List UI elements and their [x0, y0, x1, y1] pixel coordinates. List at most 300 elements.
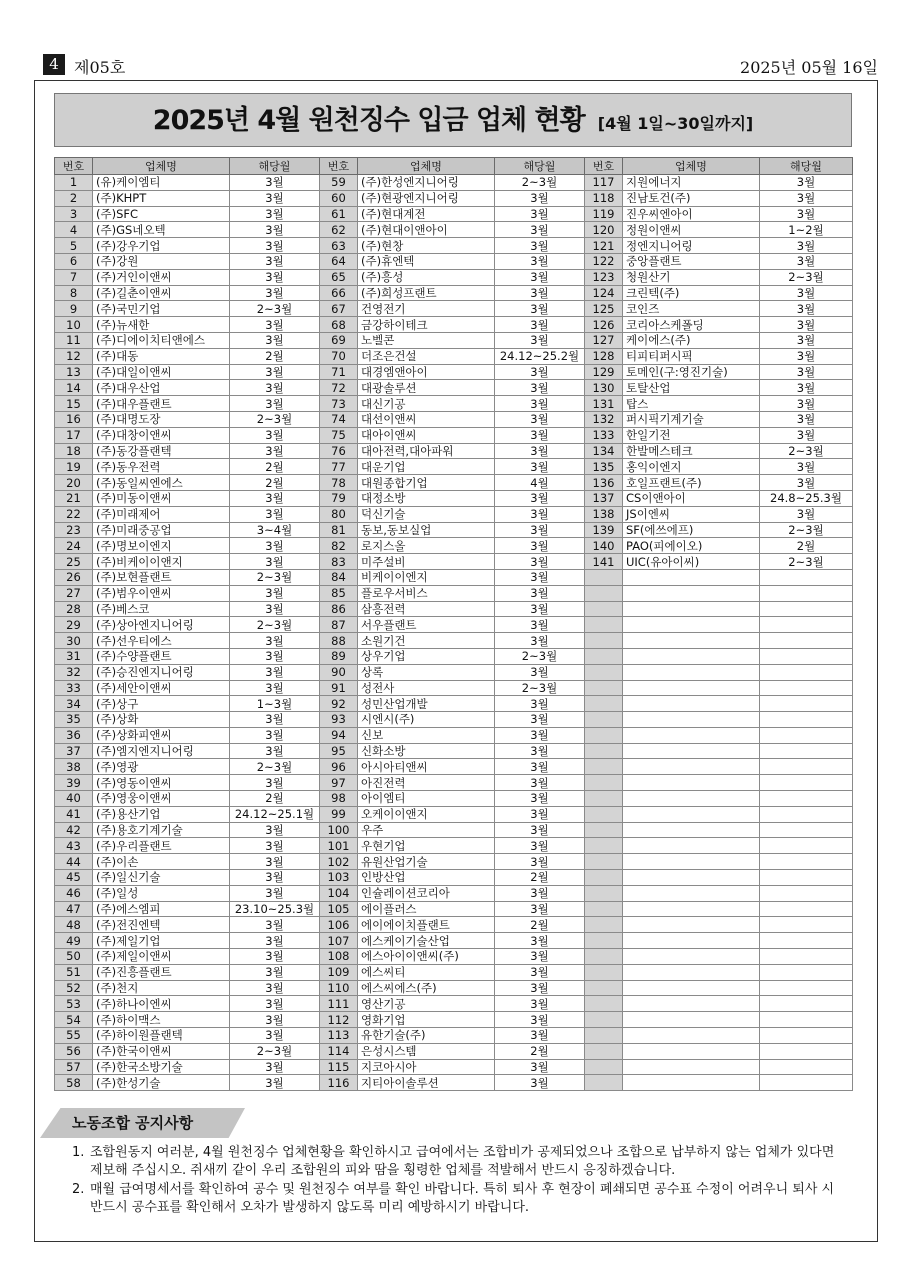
empty-cell: [623, 585, 760, 601]
company-name: (주)GS네오텍: [93, 222, 230, 238]
company-name: 시엔시(주): [358, 712, 495, 728]
month-value: 2~3월: [230, 569, 320, 585]
company-name: 토탈산업: [623, 380, 760, 396]
empty-cell: [760, 727, 853, 743]
company-name: 대아이앤씨: [358, 427, 495, 443]
table-row: [55, 791, 853, 807]
row-number: 5: [55, 238, 93, 254]
month-value: 3월: [230, 885, 320, 901]
month-value: 3월: [495, 285, 585, 301]
company-name: (주)제일기업: [93, 933, 230, 949]
month-value: 3월: [230, 664, 320, 680]
company-table: [54, 157, 853, 1091]
empty-cell: [585, 964, 623, 980]
month-value: 3월: [495, 490, 585, 506]
row-number: 78: [320, 475, 358, 491]
row-number: 67: [320, 301, 358, 317]
empty-cell: [585, 680, 623, 696]
month-value: 3월: [760, 301, 853, 317]
table-row: [55, 696, 853, 712]
table-row: [55, 364, 853, 380]
empty-cell: [623, 854, 760, 870]
month-value: 2월: [495, 870, 585, 886]
month-value: 3월: [230, 1075, 320, 1091]
month-value: 3월: [495, 222, 585, 238]
empty-cell: [623, 980, 760, 996]
row-number: 84: [320, 569, 358, 585]
row-number: 13: [55, 364, 93, 380]
row-number: 76: [320, 443, 358, 459]
month-value: 3월: [495, 980, 585, 996]
empty-cell: [585, 633, 623, 649]
row-number: 116: [320, 1075, 358, 1091]
row-number: 17: [55, 427, 93, 443]
row-number: 96: [320, 759, 358, 775]
company-name: UIC(유아이씨): [623, 554, 760, 570]
company-name: (주)휴엔텍: [358, 253, 495, 269]
col-header-number: 번호: [55, 158, 93, 175]
row-number: 6: [55, 253, 93, 269]
row-number: 19: [55, 459, 93, 475]
month-value: 3월: [495, 775, 585, 791]
row-number: 18: [55, 443, 93, 459]
month-value: 2월: [495, 1043, 585, 1059]
empty-cell: [623, 1043, 760, 1059]
month-value: 3월: [760, 206, 853, 222]
row-number: 119: [585, 206, 623, 222]
empty-cell: [760, 980, 853, 996]
company-name: (유)케이엠티: [93, 175, 230, 191]
month-value: 3월: [230, 680, 320, 696]
empty-cell: [585, 1059, 623, 1075]
month-value: 3월: [230, 633, 320, 649]
company-name: 에스씨에스(주): [358, 980, 495, 996]
row-number: 48: [55, 917, 93, 933]
table-row: [55, 1075, 853, 1091]
empty-cell: [760, 949, 853, 965]
company-name: 삼흥전력: [358, 601, 495, 617]
row-number: 68: [320, 317, 358, 333]
company-name: (주)대우산업: [93, 380, 230, 396]
company-name: (주)엠지엔지니어링: [93, 743, 230, 759]
row-number: 56: [55, 1043, 93, 1059]
table-row: [55, 190, 853, 206]
row-number: 79: [320, 490, 358, 506]
company-name: (주)한국소방기술: [93, 1059, 230, 1075]
company-name: (주)이손: [93, 854, 230, 870]
empty-cell: [760, 743, 853, 759]
month-value: 3월: [495, 522, 585, 538]
company-name: (주)승진엔지니어링: [93, 664, 230, 680]
empty-cell: [623, 727, 760, 743]
row-number: 21: [55, 490, 93, 506]
col-header-month: 해당월: [495, 158, 585, 175]
company-name: (주)우리플랜트: [93, 838, 230, 854]
month-value: 3월: [495, 996, 585, 1012]
month-value: 3월: [230, 933, 320, 949]
company-name: 영산기공: [358, 996, 495, 1012]
month-value: 2월: [230, 475, 320, 491]
empty-cell: [760, 617, 853, 633]
month-value: 3월: [230, 538, 320, 554]
month-value: 3~4월: [230, 522, 320, 538]
title-box: [54, 93, 852, 147]
month-value: 3월: [760, 348, 853, 364]
table-row: [55, 917, 853, 933]
month-value: 3월: [495, 759, 585, 775]
row-number: 70: [320, 348, 358, 364]
row-number: 74: [320, 411, 358, 427]
table-row: [55, 396, 853, 412]
month-value: 3월: [230, 964, 320, 980]
company-name: (주)상화: [93, 712, 230, 728]
row-number: 99: [320, 806, 358, 822]
month-value: 3월: [760, 364, 853, 380]
company-name: 에스씨티: [358, 964, 495, 980]
row-number: 87: [320, 617, 358, 633]
row-number: 73: [320, 396, 358, 412]
month-value: 3월: [495, 743, 585, 759]
row-number: 26: [55, 569, 93, 585]
month-value: 2월: [230, 791, 320, 807]
company-name: 코리아스케폴딩: [623, 317, 760, 333]
company-name: (주)영동이앤씨: [93, 775, 230, 791]
row-number: 36: [55, 727, 93, 743]
month-value: 3월: [760, 285, 853, 301]
company-name: (주)대우플랜트: [93, 396, 230, 412]
row-number: 3: [55, 206, 93, 222]
row-number: 105: [320, 901, 358, 917]
month-value: 2월: [760, 538, 853, 554]
company-name: 더조은건설: [358, 348, 495, 364]
company-name: 건영전기: [358, 301, 495, 317]
notice-list: [72, 1144, 842, 1218]
empty-cell: [623, 917, 760, 933]
row-number: 29: [55, 617, 93, 633]
row-number: 20: [55, 475, 93, 491]
row-number: 14: [55, 380, 93, 396]
empty-cell: [585, 822, 623, 838]
month-value: 3월: [230, 949, 320, 965]
empty-cell: [585, 806, 623, 822]
month-value: 3월: [495, 838, 585, 854]
company-name: 청원산기: [623, 269, 760, 285]
empty-cell: [585, 917, 623, 933]
month-value: 3월: [230, 1028, 320, 1044]
company-name: 지원에너지: [623, 175, 760, 191]
month-value: 2월: [230, 348, 320, 364]
empty-cell: [585, 712, 623, 728]
empty-cell: [585, 1028, 623, 1044]
table-row: [55, 317, 853, 333]
month-value: 3월: [760, 238, 853, 254]
month-value: 2~3월: [760, 443, 853, 459]
month-value: 3월: [760, 411, 853, 427]
company-name: 에스아이이앤씨(주): [358, 949, 495, 965]
empty-cell: [585, 743, 623, 759]
table-row: [55, 411, 853, 427]
company-name: 우주: [358, 822, 495, 838]
row-number: 65: [320, 269, 358, 285]
company-name: 대선이앤씨: [358, 411, 495, 427]
month-value: 3월: [230, 854, 320, 870]
company-name: (주)수양플랜트: [93, 648, 230, 664]
row-number: 112: [320, 1012, 358, 1028]
empty-cell: [623, 664, 760, 680]
row-number: 141: [585, 554, 623, 570]
month-value: 3월: [230, 175, 320, 191]
empty-cell: [623, 1012, 760, 1028]
company-name: 대경엠앤아이: [358, 364, 495, 380]
empty-cell: [623, 617, 760, 633]
row-number: 113: [320, 1028, 358, 1044]
month-value: 3월: [230, 1059, 320, 1075]
table-row: [55, 475, 853, 491]
company-name: (주)범우이앤씨: [93, 585, 230, 601]
company-name: (주)일신기술: [93, 870, 230, 886]
row-number: 30: [55, 633, 93, 649]
month-value: 3월: [760, 459, 853, 475]
month-value: 2~3월: [230, 411, 320, 427]
company-name: (주)비케이이앤지: [93, 554, 230, 570]
month-value: 3월: [230, 870, 320, 886]
company-name: (주)한성기술: [93, 1075, 230, 1091]
company-name: (주)현광엔지니어링: [358, 190, 495, 206]
row-number: 16: [55, 411, 93, 427]
empty-cell: [623, 949, 760, 965]
month-value: 3월: [495, 633, 585, 649]
empty-cell: [585, 648, 623, 664]
table-row: [55, 348, 853, 364]
row-number: 60: [320, 190, 358, 206]
month-value: 3월: [495, 332, 585, 348]
company-name: 정엔지니어링: [623, 238, 760, 254]
date-range: [4월 1일~30일까지]: [597, 114, 754, 133]
month-value: 3월: [495, 411, 585, 427]
table-row: [55, 538, 853, 554]
row-number: 123: [585, 269, 623, 285]
row-number: 91: [320, 680, 358, 696]
company-name: 성전사: [358, 680, 495, 696]
month-value: 24.8~25.3월: [760, 490, 853, 506]
empty-cell: [760, 569, 853, 585]
row-number: 108: [320, 949, 358, 965]
table-row: [55, 238, 853, 254]
month-value: 3월: [495, 317, 585, 333]
notice-item-text: 조합원동지 여러분, 4월 원천징수 업체현황을 확인하시고 급여에서는 조합비가 공제되었으나 조합으로 납부하지 않는 업체가 있다면 제보해 주십시오. 쥐새끼 같이 우리 조합원의 피와 땀을 횡령한 업체를 적발해서 반드시 응징하겠습니다.: [90, 1145, 835, 1178]
row-number: 131: [585, 396, 623, 412]
company-name: (주)용호기계기술: [93, 822, 230, 838]
month-value: 3월: [495, 238, 585, 254]
row-number: 120: [585, 222, 623, 238]
table-row: [55, 633, 853, 649]
row-number: 97: [320, 775, 358, 791]
month-value: 3월: [495, 791, 585, 807]
empty-cell: [585, 791, 623, 807]
company-name: 인방산업: [358, 870, 495, 886]
company-name: 비케이이엔지: [358, 569, 495, 585]
company-name: 아시아티앤씨: [358, 759, 495, 775]
company-name: (주)미동이앤씨: [93, 490, 230, 506]
company-name: (주)에스엠피: [93, 901, 230, 917]
company-name: 토메인(구:영진기술): [623, 364, 760, 380]
empty-cell: [585, 980, 623, 996]
table-row: [55, 759, 853, 775]
table-row: [55, 806, 853, 822]
month-value: 3월: [230, 648, 320, 664]
table-row: [55, 332, 853, 348]
row-number: 38: [55, 759, 93, 775]
month-value: 3월: [230, 222, 320, 238]
empty-cell: [760, 917, 853, 933]
month-value: 2월: [495, 917, 585, 933]
company-name: 크린텍(주): [623, 285, 760, 301]
row-number: 55: [55, 1028, 93, 1044]
empty-cell: [585, 996, 623, 1012]
empty-cell: [760, 1012, 853, 1028]
month-value: 3월: [230, 838, 320, 854]
company-name: (주)대일이앤씨: [93, 364, 230, 380]
month-value: 3월: [495, 1075, 585, 1091]
row-number: 132: [585, 411, 623, 427]
empty-cell: [623, 696, 760, 712]
company-name: (주)동일씨엔에스: [93, 475, 230, 491]
empty-cell: [585, 585, 623, 601]
empty-cell: [623, 964, 760, 980]
notice-item: [72, 1181, 842, 1217]
table-row: [55, 933, 853, 949]
company-name: 코인즈: [623, 301, 760, 317]
col-header-month: 해당월: [230, 158, 320, 175]
month-value: 4월: [495, 475, 585, 491]
empty-cell: [760, 664, 853, 680]
empty-cell: [623, 838, 760, 854]
company-name: 은성시스템: [358, 1043, 495, 1059]
company-name: (주)한성엔지니어링: [358, 175, 495, 191]
row-number: 129: [585, 364, 623, 380]
row-number: 33: [55, 680, 93, 696]
empty-cell: [760, 996, 853, 1012]
company-name: 퍼시픽기계기술: [623, 411, 760, 427]
row-number: 121: [585, 238, 623, 254]
company-name: 유한기술(주): [358, 1028, 495, 1044]
company-name: (주)미래중공업: [93, 522, 230, 538]
empty-cell: [623, 870, 760, 886]
row-number: 81: [320, 522, 358, 538]
month-value: 2월: [230, 459, 320, 475]
month-value: 3월: [230, 206, 320, 222]
row-number: 136: [585, 475, 623, 491]
table-row: [55, 554, 853, 570]
company-name: 미주설비: [358, 554, 495, 570]
empty-cell: [760, 854, 853, 870]
table-row: [55, 680, 853, 696]
table-row: [55, 1059, 853, 1075]
month-value: 2~3월: [495, 175, 585, 191]
empty-cell: [760, 633, 853, 649]
month-value: 3월: [230, 285, 320, 301]
empty-cell: [585, 854, 623, 870]
row-number: 139: [585, 522, 623, 538]
month-value: 2~3월: [230, 1043, 320, 1059]
month-value: 3월: [495, 380, 585, 396]
month-value: 3월: [230, 364, 320, 380]
company-name: 한발메스테크: [623, 443, 760, 459]
month-value: 3월: [230, 380, 320, 396]
company-name: (주)한국이앤씨: [93, 1043, 230, 1059]
table-row: [55, 253, 853, 269]
month-value: 3월: [495, 569, 585, 585]
company-name: 중앙플랜트: [623, 253, 760, 269]
empty-cell: [760, 648, 853, 664]
row-number: 34: [55, 696, 93, 712]
company-name: 지티아이솔루션: [358, 1075, 495, 1091]
row-number: 94: [320, 727, 358, 743]
month-value: 3월: [760, 475, 853, 491]
month-value: 3월: [495, 949, 585, 965]
company-name: 대원종합기업: [358, 475, 495, 491]
row-number: 130: [585, 380, 623, 396]
month-value: 3월: [760, 332, 853, 348]
empty-cell: [760, 712, 853, 728]
company-name: 상우기업: [358, 648, 495, 664]
row-number: 7: [55, 269, 93, 285]
row-number: 127: [585, 332, 623, 348]
table-row: [55, 522, 853, 538]
month-value: 3월: [495, 664, 585, 680]
month-value: 3월: [495, 1059, 585, 1075]
month-value: 2~3월: [760, 522, 853, 538]
row-number: 92: [320, 696, 358, 712]
empty-cell: [623, 901, 760, 917]
row-number: 83: [320, 554, 358, 570]
row-number: 47: [55, 901, 93, 917]
company-name: (주)거인이앤씨: [93, 269, 230, 285]
empty-cell: [585, 727, 623, 743]
col-header-number: 번호: [320, 158, 358, 175]
notice-title: 노동조합 공지사항: [72, 1114, 194, 1132]
row-number: 42: [55, 822, 93, 838]
row-number: 93: [320, 712, 358, 728]
month-value: 3월: [230, 775, 320, 791]
company-name: (주)베스코: [93, 601, 230, 617]
empty-cell: [760, 680, 853, 696]
month-value: 3월: [760, 380, 853, 396]
company-name: (주)용산기업: [93, 806, 230, 822]
row-number: 39: [55, 775, 93, 791]
company-name: (주)하이원플랜텍: [93, 1028, 230, 1044]
empty-cell: [585, 664, 623, 680]
col-header-company: 업체명: [623, 158, 760, 175]
row-number: 138: [585, 506, 623, 522]
row-number: 134: [585, 443, 623, 459]
row-number: 52: [55, 980, 93, 996]
table-row: [55, 838, 853, 854]
row-number: 63: [320, 238, 358, 254]
publication-date: 2025년 05월 16일: [740, 58, 878, 77]
table-row: [55, 885, 853, 901]
company-name: 진우씨엔아이: [623, 206, 760, 222]
company-name: (주)하나이엔씨: [93, 996, 230, 1012]
month-value: 3월: [495, 964, 585, 980]
company-name: (주)상아엔지니어링: [93, 617, 230, 633]
company-name: (주)흥성: [358, 269, 495, 285]
table-row: [55, 601, 853, 617]
row-number: 100: [320, 822, 358, 838]
row-number: 27: [55, 585, 93, 601]
company-name: 대운기업: [358, 459, 495, 475]
row-number: 103: [320, 870, 358, 886]
